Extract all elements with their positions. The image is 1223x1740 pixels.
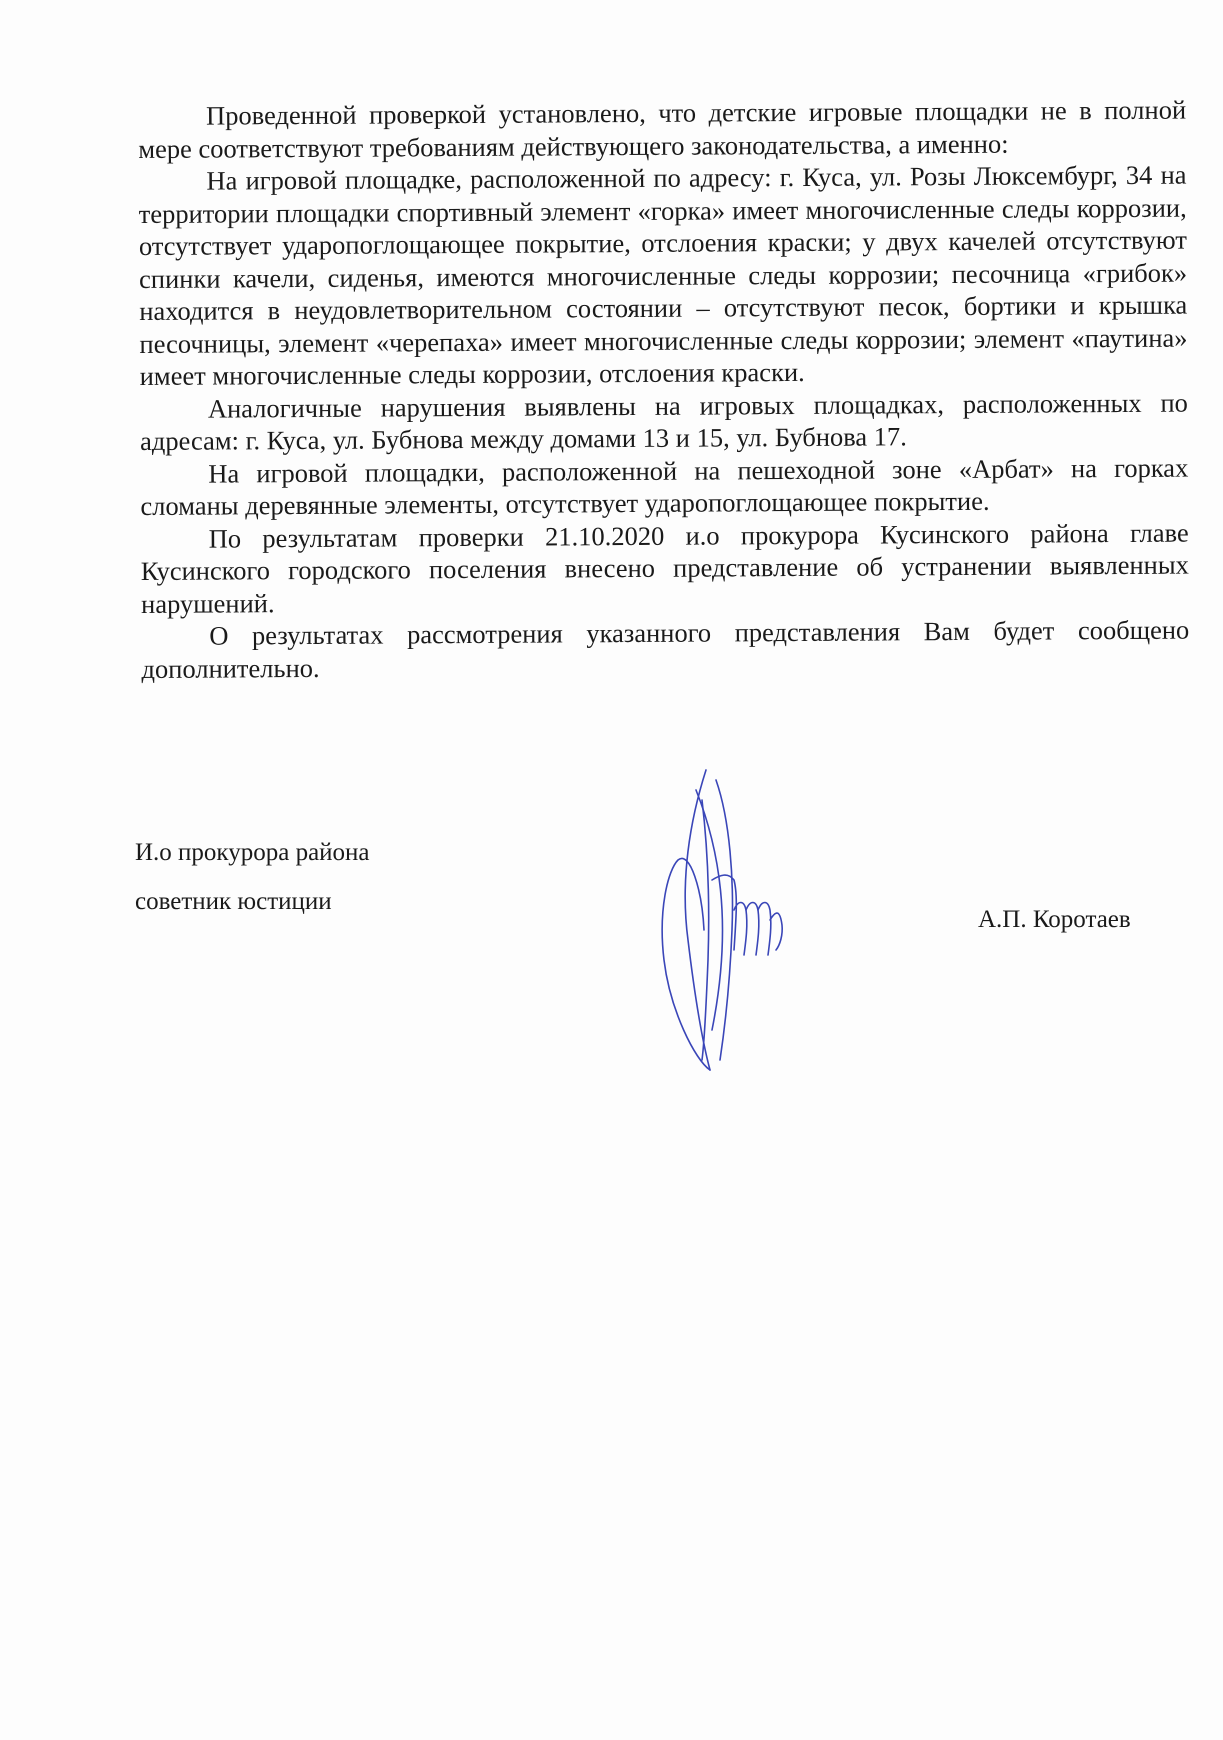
signer-name: А.П. Коротаев: [978, 906, 1131, 933]
signer-position: И.о прокурора района: [135, 839, 370, 866]
signer-rank: советник юстиции: [135, 888, 332, 915]
paragraph-follow-up: О результатах рассмотрения указанного представления Вам будет сообщено дополнительно.: [141, 614, 1190, 684]
paragraph-rosa-luxemburg-playground: На игровой площадке, расположенной по адресу: г. Куса, ул. Розы Люксембург, 34 на территории площадки спортивный элемент «горка» имеет многочисленные следы коррозии, отсутствует ударопоглощающее покрытие, отслоения краски; у двух качелей отсутствуют спинки качели, сиденья, имеются многочисленные следы коррозии; песочница «грибок» находится в неудовлетворительном состоянии – отсутствуют песок, бортики и крышка песочницы, элемент «черепаха» имеет многочисленные следы коррозии; элемент «паутина» имеет многочисленные следы коррозии, отслоения краски.: [138, 159, 1188, 391]
paragraph-arbat-playground: На игровой площадки, расположенной на пешеходной зоне «Арбат» на горках сломаны деревянные элементы, отсутствует ударопоглощающее покрытие.: [140, 452, 1189, 521]
handwritten-signature: [650, 760, 800, 1080]
document-body: [138, 94, 1190, 685]
paragraph-findings-intro: Проведенной проверкой установлено, что детские игровые площадки не в полной мере соответствуют требованиям действующего законодательства, а именно:: [138, 94, 1187, 164]
paragraph-bubnova-playgrounds: Аналогичные нарушения выявлены на игровых площадках, расположенных по адресам: г. Куса, ул. Бубнова между домами 13 и 15, ул. Бубнова 17.: [139, 387, 1188, 456]
paragraph-inspection-result: По результатам проверки 21.10.2020 и.о прокурора Кусинского района главе Кусинского городского поселения внесено представление об устранении выявленных нарушений.: [140, 517, 1189, 619]
